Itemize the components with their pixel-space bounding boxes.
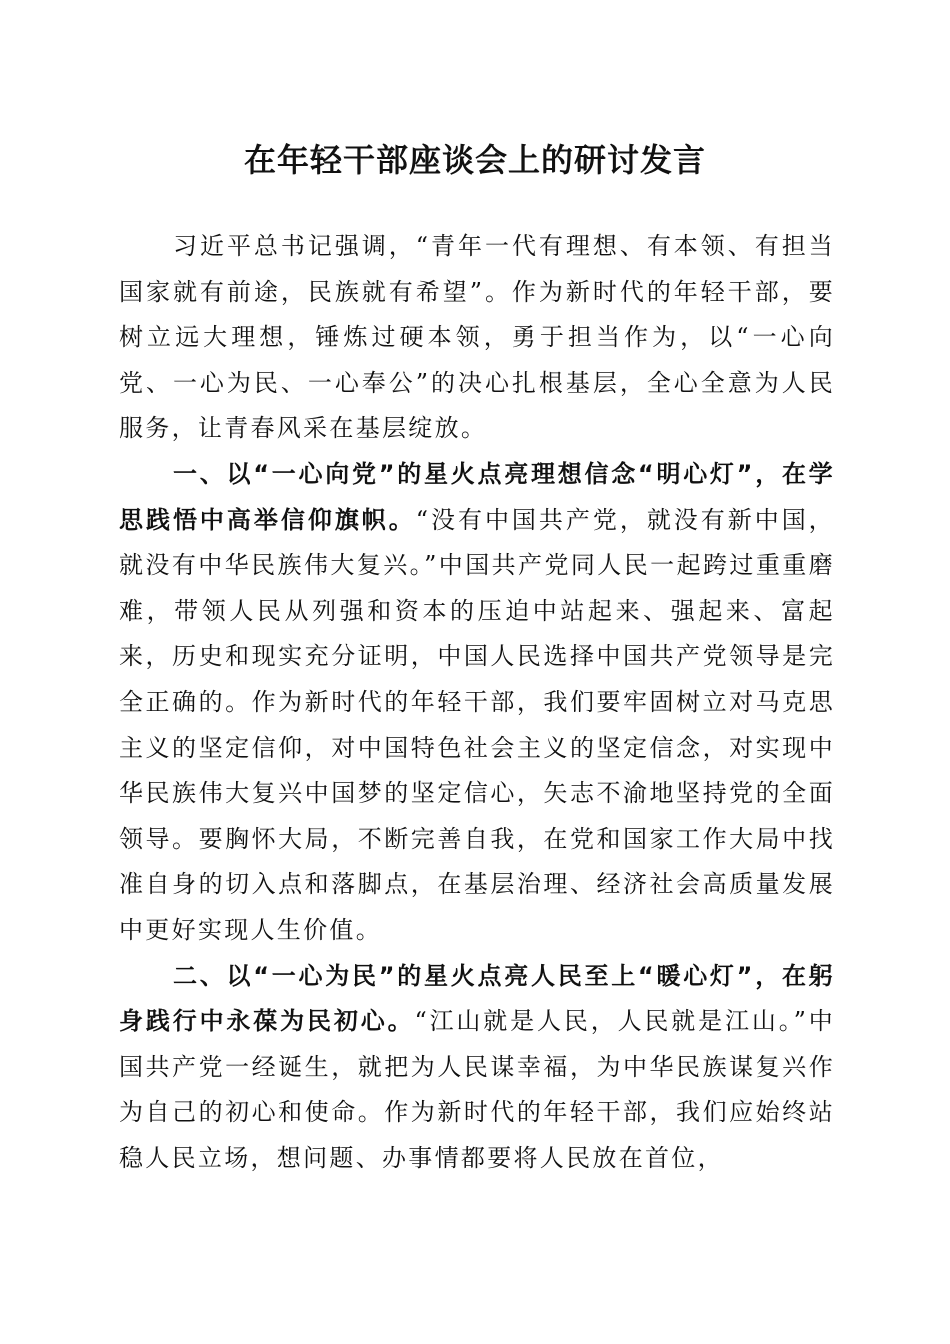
document-body (119, 224, 835, 1181)
document-title: 在年轻干部座谈会上的研讨发言 (243, 141, 706, 179)
section-1-text: “没有中国共产党，就没有新中国，就没有中华民族伟大复兴。”中国共产党同人民一起跨过重重磨难，带领人民从列强和资本的压迫中站起来、强起来、富起来，历史和现实充分证明，中国人民选择中国共产党领导是完全正确的。作为新时代的年轻干部，我们要牢固树立对马克思主义的坚定信仰，对中国特色社会主义的坚定信念，对实现中华民族伟大复兴中国梦的坚定信心，矢志不渝地坚持党的全面领导。要胸怀大局，不断完善自我，在党和国家工作大局中找准自身的切入点和落脚点，在基层治理、经济社会高质量发展中更好实现人生价值。 (119, 505, 835, 944)
paragraph-section-2 (119, 954, 835, 1182)
section-2-text: “江山就是人民，人民就是江山。”中国共产党一经诞生，就把为人民谋幸福，为中华民族谋复兴作为自己的初心和使命。作为新时代的年轻干部，我们应始终站稳人民立场，想问题、办事情都要将人民放在首位， (119, 1007, 835, 1172)
section-2-heading: 二、以“一心为民”的星火点亮人民至上“暖心灯”，在躬身践行中永葆为民初心。 (119, 961, 835, 1036)
section-1-heading: 一、以“一心向党”的星火点亮理想信念“明心灯”，在学思践悟中高举信仰旗帜。 (119, 459, 835, 534)
paragraph-intro (119, 224, 835, 452)
paragraph-section-1 (119, 452, 835, 954)
paragraph-intro-text: 习近平总书记强调，“青年一代有理想、有本领、有担当国家就有前途，民族就有希望”。作为新时代的年轻干部，要树立远大理想，锤炼过硬本领，勇于担当作为，以“一心向党、一心为民、一心奉公”的决心扎根基层，全心全意为人民服务，让青春风采在基层绽放。 (119, 232, 835, 443)
